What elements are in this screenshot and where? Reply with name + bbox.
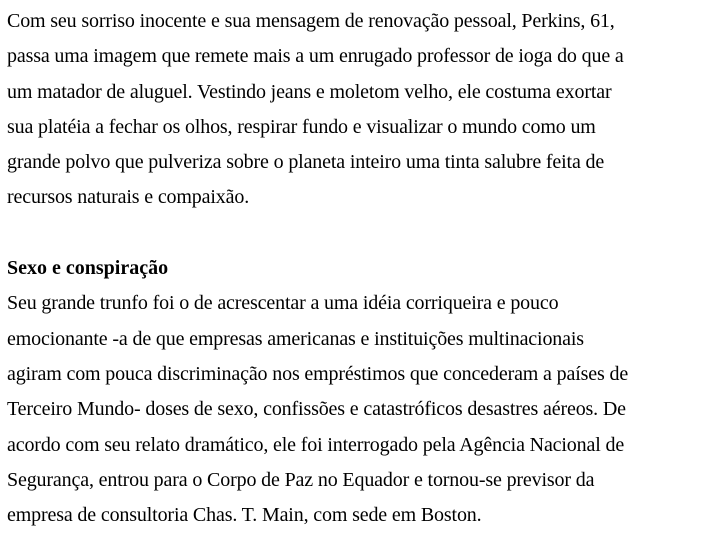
paragraph-line: recursos naturais e compaixão. <box>7 186 250 209</box>
paragraph-line: Segurança, entrou para o Corpo de Paz no Equador e tornou-se previsor da <box>7 468 595 491</box>
paragraph-line: passa uma imagem que remete mais a um enrugado professor de ioga do que a <box>7 45 624 68</box>
paragraph-line: Seu grande trunfo foi o de acrescentar a uma idéia corriqueira e pouco <box>7 292 559 315</box>
paragraph-line: um matador de aluguel. Vestindo jeans e moletom velho, ele costuma exortar <box>7 80 612 103</box>
paragraph-line: empresa de consultoria Chas. T. Main, com sede em Boston. <box>7 504 482 527</box>
paragraph-gap <box>7 216 713 251</box>
paragraph-line: grande polvo que pulveriza sobre o planeta inteiro uma tinta salubre feita de <box>7 151 605 174</box>
paragraph-line: acordo com seu relato dramático, ele foi interrogado pela Agência Nacional de <box>7 433 625 456</box>
paragraph-line: emocionante -a de que empresas americanas e instituições multinacionais <box>7 327 584 350</box>
paragraph-line: Terceiro Mundo- doses de sexo, confissões e catastróficos desastres aéreos. De <box>7 398 626 421</box>
paragraph-line: Com seu sorriso inocente e sua mensagem de renovação pessoal, Perkins, 61, <box>7 10 615 32</box>
paragraph-line: agiram com pouca discriminação nos empréstimos que concederam a países de <box>7 362 629 385</box>
intro-paragraph <box>7 4 713 216</box>
document-page <box>7 4 713 533</box>
section-heading: Sexo e conspiração <box>7 257 169 280</box>
paragraph-line: sua platéia a fechar os olhos, respirar fundo e visualizar o mundo como um <box>7 115 596 138</box>
section-sexo-e-conspiracao <box>7 251 713 533</box>
